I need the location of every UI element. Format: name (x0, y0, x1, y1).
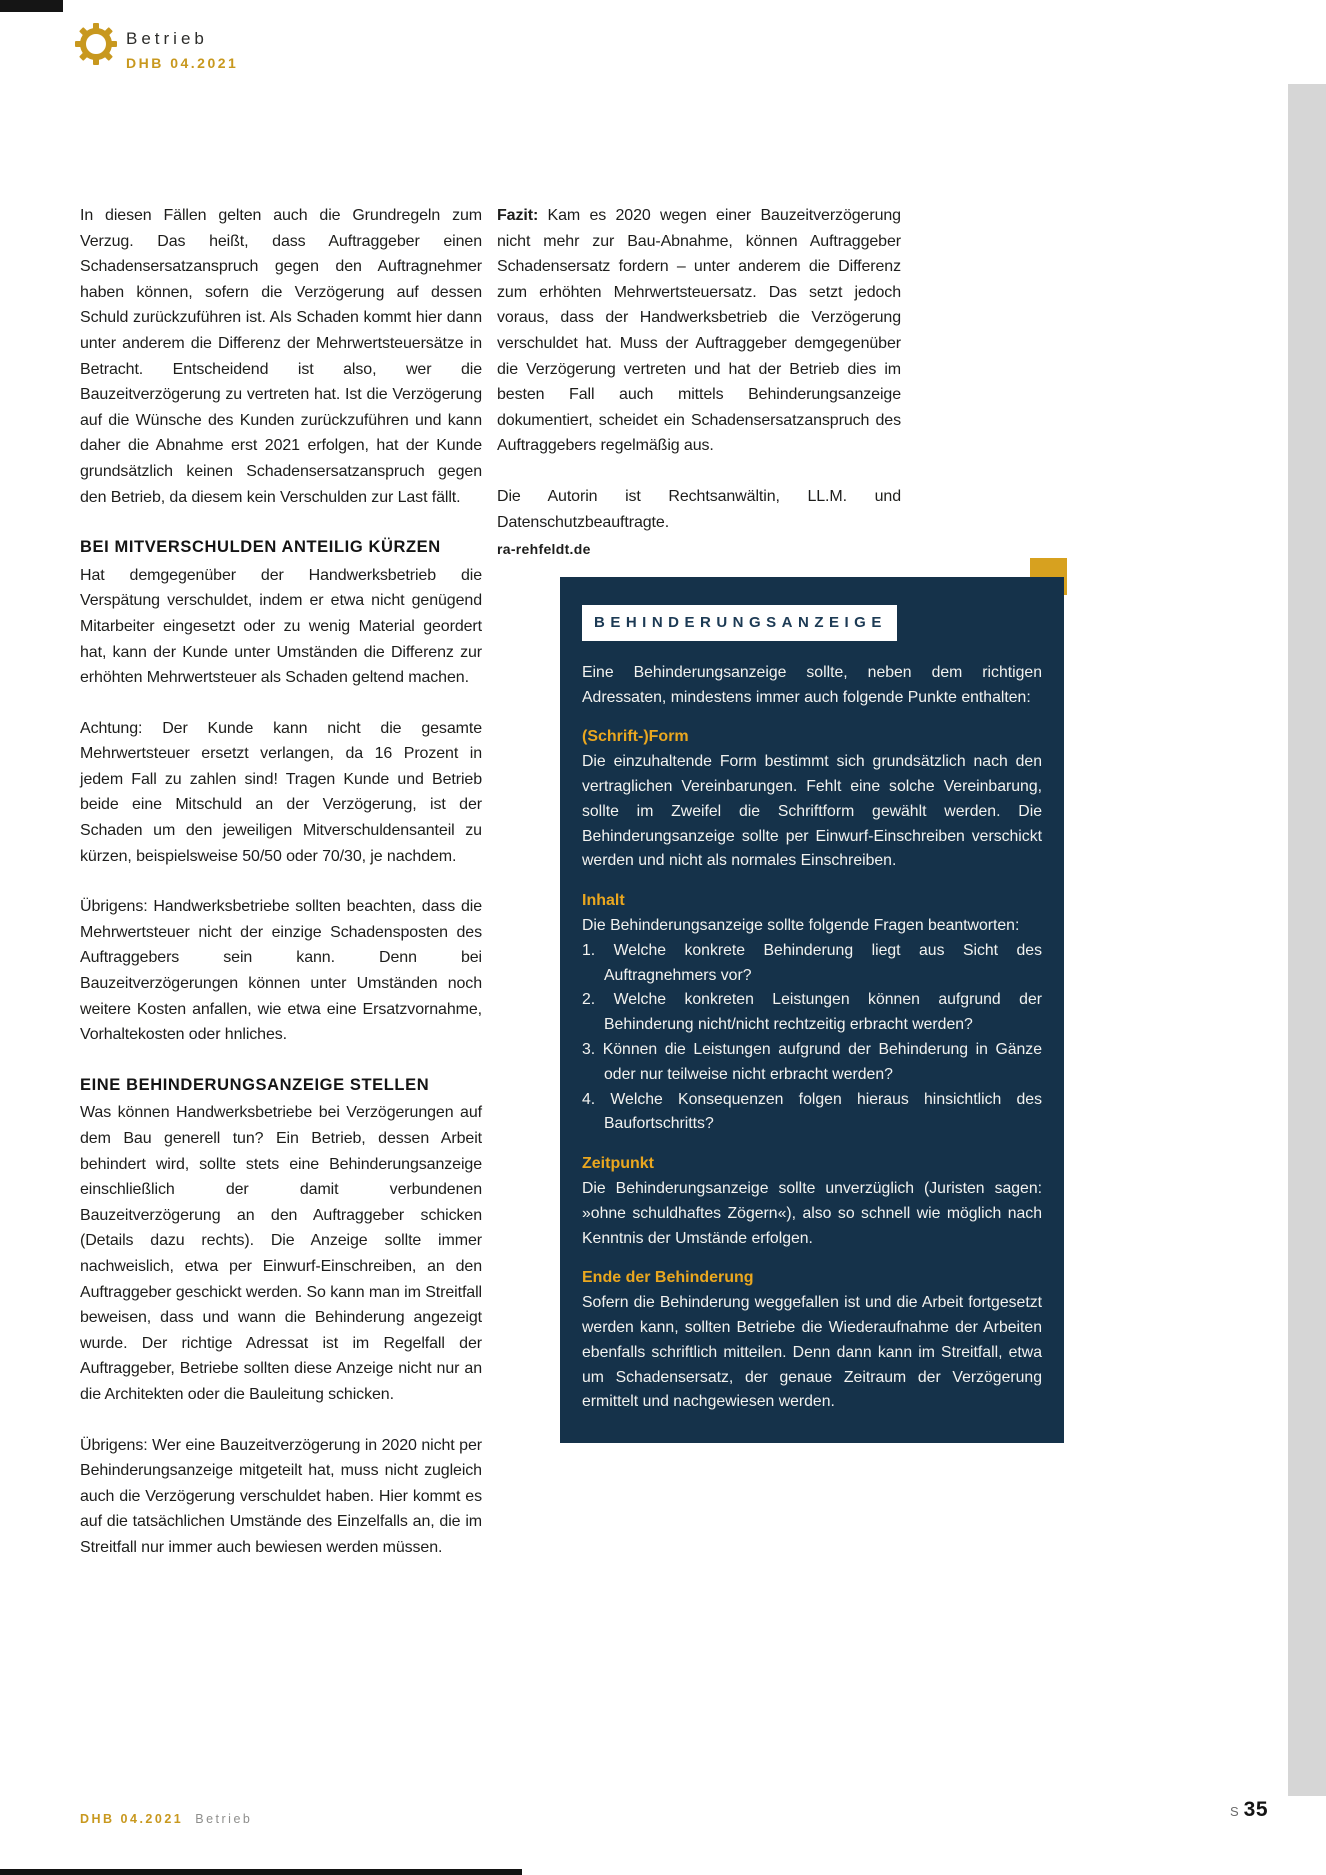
infobox-paragraph-inhalt-lead: Die Behinderungsanzeige sollte folgende Fragen beantworten: (582, 916, 1020, 934)
infobox-heading-zeitpunkt: Zeitpunkt (582, 1155, 654, 1173)
footer-left (80, 1812, 252, 1826)
article-column-left (80, 203, 482, 1586)
infobox-list-item-1: 1. Welche konkrete Behinderung liegt aus Sicht des Auftragnehmers vor? (582, 941, 1042, 984)
fazit-text: Kam es 2020 wegen einer Bauzeitverzögerung nicht mehr zur Bau-Abnahme, können Auftraggeber Schadensersatz fordern – unter anderem die Differenz zum erhöhten Mehrwertsteuersatz. Das setzt jedoch voraus, dass der Handwerksbetrieb die Verzögerung verschuldet hat. Muss der Auftraggeber demgegenüber die Verzögerung vertreten und hat der Betrieb dies im besten Fall auch mittels Behinderungsanzeige dokumentiert, scheidet ein Schadensersatzanspruch des Auftraggebers regelmäßig aus. (497, 207, 901, 455)
infobox-behinderungsanzeige (560, 577, 1064, 1443)
section-label: Betrieb (126, 29, 208, 48)
infobox-heading-ende: Ende der Behinderung (582, 1269, 754, 1287)
article-heading-mitverschulden: BEI MITVERSCHULDEN ANTEILIG KÜRZEN (80, 538, 441, 557)
header-text (126, 22, 238, 71)
infobox-paragraph-zeitpunkt: Die Behinderungsanzeige sollte unverzüglich (Juristen sagen: »ohne schuldhaftes Zögern«), also so schnell wie möglich nach Kenntnis der Umstände erfolgen. (582, 1179, 1042, 1247)
footer-section-label: Betrieb (195, 1812, 253, 1826)
paragraph-uebrigens-2: Übrigens: Wer eine Bauzeitverzögerung in 2020 nicht per Behinderungsanzeige mitgeteilt hat, muss nicht zugleich auch die Verzögerung verschuldet haben. Hier kommt es auf die tatsächlichen Umstände des Einzelfalls an, die im Streitfall nur immer auch bewiesen werden müssen. (80, 1436, 482, 1556)
infobox-heading-form: (Schrift-)Form (582, 728, 689, 746)
page-number (1230, 1798, 1268, 1822)
paragraph-mitverschulden: Hat demgegenüber der Handwerksbetrieb die Verspätung verschuldet, indem er etwa nicht genügend Mitarbeiter eingesetzt oder zu wenig Material geordert hat, kann der Kunde unter Umständen die Differenz zur erhöhten Mehrwertsteuer als Schaden geltend machen. (80, 566, 482, 687)
author-note: Die Autorin ist Rechtsanwältin, LL.M. und Datenschutzbeauftragte. (497, 487, 901, 531)
top-edge-bar (0, 0, 63, 12)
page-edge-strip (1288, 84, 1326, 1796)
paragraph-fazit (497, 203, 901, 459)
bottom-edge-bar (0, 1869, 522, 1875)
page-number-value: 35 (1243, 1798, 1269, 1821)
article-column-right (497, 203, 901, 563)
paragraph-achtung: Achtung: Der Kunde kann nicht die gesamte Mehrwertsteuer ersetzt verlangen, da 16 Prozent in jedem Fall zu zahlen sind! Tragen Kunde und Betrieb beide eine Mitschuld an der Verzögerung, ist der Schaden um den jeweiligen Mitverschuldensanteil zu kürzen, beispielsweise 50/50 oder 70/30, je nachdem. (80, 719, 482, 865)
infobox-heading-inhalt: Inhalt (582, 892, 625, 910)
page-number-prefix: S (1230, 1804, 1239, 1819)
infobox-paragraph-ende: Sofern die Behinderung weggefallen ist und die Arbeit fortgesetzt werden kann, sollten Betriebe die Wiederaufnahme der Arbeiten ebenfalls schriftlich mitteilen. Denn dann kann im Streitfall, etwa um Schadensersatz, der genaue Zeitraum der Verzögerung ermittelt und nachgewiesen werden. (582, 1294, 1042, 1411)
infobox-intro: Eine Behinderungsanzeige sollte, neben dem richtigen Adressaten, mindestens immer auch folgende Punkte enthalten: (582, 663, 1042, 706)
article-heading-behinderungsanzeige: EINE BEHINDERUNGSANZEIGE STELLEN (80, 1075, 430, 1094)
paragraph-uebrigens-1: Übrigens: Handwerksbetriebe sollten beachten, dass die Mehrwertsteuer nicht der einzige Schadensposten des Auftraggebers sein kann. Denn bei Bauzeitverzögerungen können unter Umständen noch weitere Kosten anfallen, wie etwa eine Ersatzvornahme, Vorhaltekosten oder hnliches. (80, 898, 482, 1044)
infobox-list-item-2: 2. Welche konkreten Leistungen können aufgrund der Behinderung nicht/nicht rechtzeitig erbracht werden? (582, 991, 1042, 1034)
gear-icon (74, 22, 118, 66)
paragraph-anzeige-stellen: Was können Handwerksbetriebe bei Verzögerungen auf dem Bau generell tun? Ein Betrieb, dessen Arbeit behindert wird, sollte stets eine Behinderungsanzeige einschließlich der damit verbundenen Bauzeitverzögerung an den Auftraggeber schicken (Details dazu rechts). Die Anzeige sollte immer nachweislich, etwa per Einwurf-Einschreiben, an den Auftraggeber geschickt werden. So kann man im Streitfall beweisen, dass und wann die Behinderung angezeigt wurde. Der richtige Adressat ist im Regelfall der Auftraggeber, Betriebe sollten diese Anzeige nicht nur an die Architekten oder die Bauleitung schicken. (80, 1104, 482, 1403)
issue-label: DHB 04.2021 (126, 55, 239, 71)
page-header (74, 22, 238, 71)
website-link[interactable]: ra-rehfeldt.de (497, 541, 591, 558)
fazit-label: Fazit: (497, 207, 539, 224)
infobox-list-item-4: 4. Welche Konsequenzen folgen hieraus hinsichtlich des Baufortschritts? (582, 1090, 1042, 1133)
footer-issue-label: DHB 04.2021 (80, 1812, 184, 1826)
infobox-paragraph-form: Die einzuhaltende Form bestimmt sich grundsätzlich nach den vertraglichen Vereinbarungen. Fehlt eine solche Vereinbarung, sollte im Zweifel die Schriftform gewählt werden. Die Behinderungsanzeige sollte per Einwurf-Einschreiben verschickt werden und nicht als normales Einschreiben. (582, 753, 1042, 870)
infobox-title: BEHINDERUNGSANZEIGE (582, 605, 897, 641)
paragraph-intro: In diesen Fällen gelten auch die Grundregeln zum Verzug. Das heißt, dass Auftraggeber einen Schadensersatzanspruch gegen den Auftragnehmer haben können, sofern die Verzögerung auf dessen Schuld zurückzuführen ist. Als Schaden kommt hier dann unter anderem die Differenz der Mehrwertsteuersätze in Betracht. Entscheidend ist also, wer die Bauzeitverzögerung zu vertreten hat. Ist die Verzögerung auf die Wünsche des Kunden zurückzuführen und kann daher die Abnahme erst 2021 erfolgen, hat der Kunde grundsätzlich keinen Schadensersatzanspruch gegen den Betrieb, da diesem kein Verschulden zur Last fällt. (80, 207, 482, 506)
infobox-list-item-3: 3. Können die Leistungen aufgrund der Behinderung in Gänze oder nur teilweise nicht erbracht werden? (582, 1040, 1042, 1083)
